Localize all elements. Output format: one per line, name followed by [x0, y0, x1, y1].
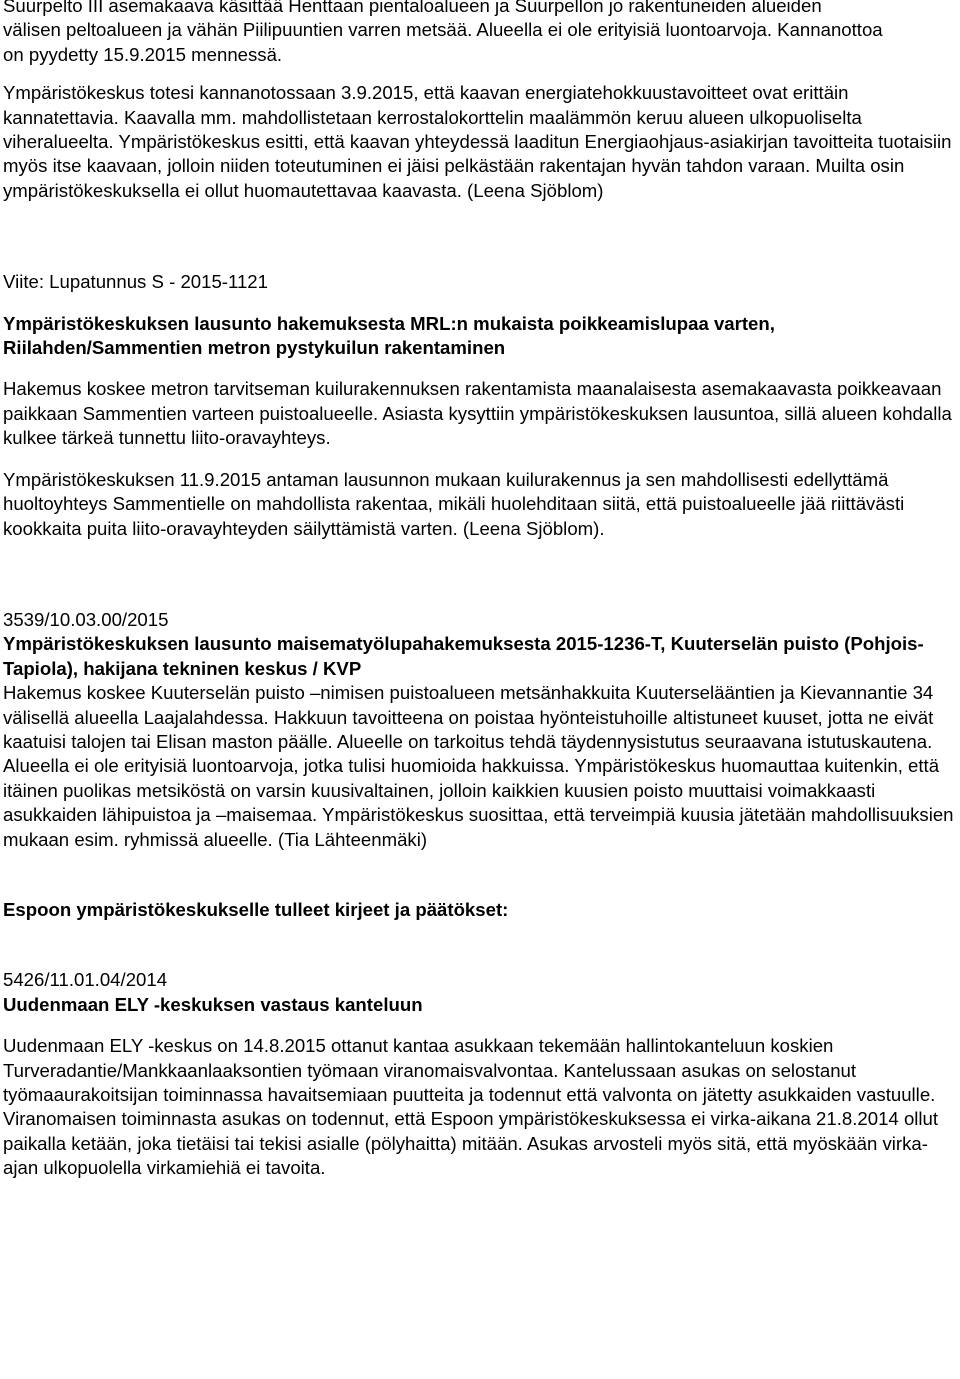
intro-paragraph: Ympäristökeskus totesi kannanotossaan 3.9.2015, että kaavan energiatehokkuustavoitteet ovat erittäin kannatettavia. Kaavalla mm. mahdollistetaan kerrostalokorttelin maalämmön keruu alueen ulkopuoliselta viheralueelta. Ympäristökeskus esitti, että kaavan yhteydessä laaditun Energiaohjaus-asiakirjan tavoitteita tuotaisiin myös itse kaavaan, jolloin niiden toteutuminen ei jäisi pelkästään rakentajan hyvän tahdon varaan. Muilta osin ympäristökeskuksella ei ollut huomautettavaa kaavasta. (Leena Sjöblom)	[3, 82, 952, 201]
item-heading: Uudenmaan ELY -keskuksen vastaus kanteluun	[3, 993, 423, 1015]
section-heading: Espoon ympäristökeskukselle tulleet kirjeet ja päätökset:	[3, 898, 509, 920]
body-paragraph: Alueella ei ole erityisiä luontoarvoja, jotka tulisi huomioida hakkuissa. Ympäristökeskus huomauttaa kuitenkin, että itäinen puolikas metsiköstä on varsin kuusivaltainen, jolloin kaikkien kuusien poisto muuttaisi voimakkaasti asukkaiden lähipuistoa ja –maisemaa. Ympäristökeskus suosittaa, että terveimpiä kuusia jätetään mahdollisuuksien mukaan esim. ryhmissä alueelle. (Tia Lähteenmäki)	[3, 755, 954, 850]
body-paragraph: Ympäristökeskuksen 11.9.2015 antaman lausunnon mukaan kuilurakennus ja sen mahdollisesti edellyttämä huoltoyhteys Sammentielle on mahdollista rakentaa, mikäli huolehditaan siitä, että puistoalueelle jää riittävästi kookkaita puita liito-oravayhteyden säilyttämistä varten. (Leena Sjöblom).	[3, 468, 905, 539]
item-heading: Ympäristökeskuksen lausunto hakemuksesta MRL:n mukaista poikkeamislupaa varten, Riilahden/Sammentien metron pystykuilun rakentaminen	[3, 312, 775, 359]
reference-line: Viite: Lupatunnus S - 2015-1121	[3, 271, 268, 293]
document-page	[3, 0, 958, 1181]
item-heading: Ympäristökeskuksen lausunto maisematyölupahakemuksesta 2015-1236-T, Kuuterselän puisto (Pohjois-Tapiola), hakijana tekninen keskus / KVP	[3, 633, 924, 679]
body-paragraph: Hakemus koskee Kuuterselän puisto –nimisen puistoalueen metsänhakkuita Kuuterselääntien ja Kievannantie 34 välisellä alueella Laajalahdessa. Hakkuun tavoitteena on poistaa hyönteistuhoille altistuneet kuuset, jotta ne eivät kaatuisi talojen tai Elisan maston päälle. Alueelle on tarkoitus tehdä täydennysistutus seuraavana istutuskautena.	[3, 682, 934, 752]
reference-line: 5426/11.01.04/2014	[3, 969, 168, 991]
body-paragraph: Hakemus koskee metron tarvitseman kuilurakennuksen rakentamista maanalaisesta asemakaavasta poikkeavaan paikkaan Sammentien varteen puistoalueelle. Asiasta kysyttiin ympäristökeskuksen lausuntoa, sillä alueen kohdalla kulkee tärkeä tunnettu liito-oravayhteys.	[3, 378, 952, 449]
body-paragraph: Uudenmaan ELY -keskus on 14.8.2015 ottanut kantaa asukkaan tekemään hallintokanteluun koskien Turveradantie/Mankkaanlaaksontien työmaan viranomaisvalvontaa. Kantelussaan asukas on selostanut työmaaurakoitsijan toiminnassa havaitsemiaan puutteita ja todennut että valvonta on jätetty asukkaiden vastuulle. Viranomaisen toiminnasta asukas on todennut, että Espoon ympäristökeskuksessa ei virka-aikana 21.8.2014 ollut paikalla ketään, joka tietäisi tai tekisi asialle (pölyhaitta) mitään. Asukas arvosteli myös sitä, että myöskään virka-ajan ulkopuolella virkamiehiä ei tavoita.	[3, 1035, 939, 1179]
reference-line: 3539/10.03.00/2015	[3, 608, 169, 630]
intro-paragraph: Suurpelto III asemakaava käsittää Henttaan pientaloalueen ja Suurpellon jo rakentuneiden alueiden välisen peltoalueen ja vähän Piilipuuntien varren metsää. Alueella ei ole erityisiä luontoarvoja. Kannanottoa on pyydetty 15.9.2015 mennessä.	[3, 0, 883, 65]
